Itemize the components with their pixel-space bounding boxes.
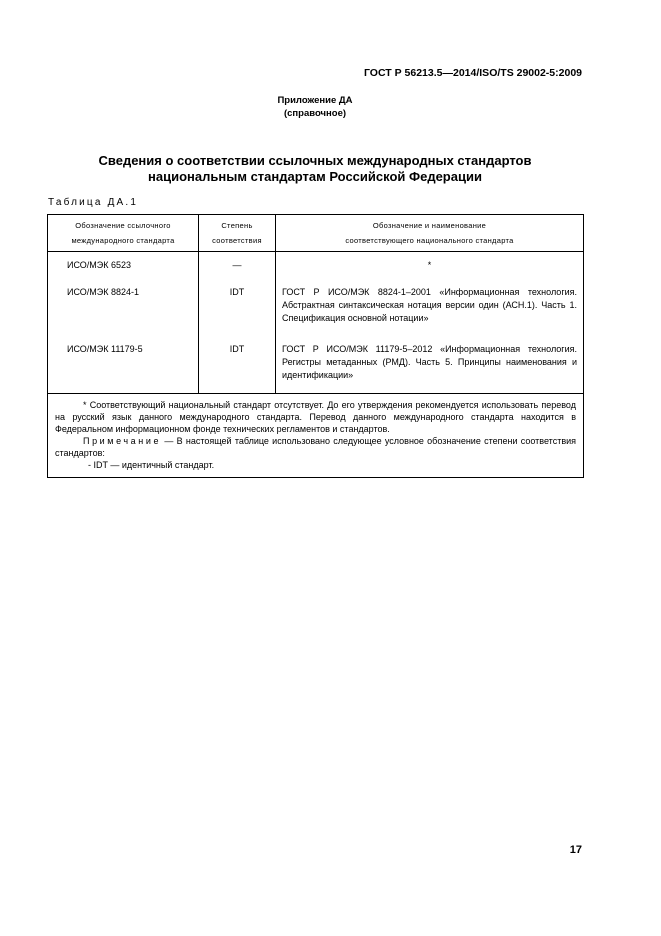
footnote-note bbox=[55, 435, 576, 459]
cell-degree: — bbox=[199, 252, 276, 280]
table-caption: Таблица ДА.1 bbox=[48, 197, 139, 208]
page-number: 17 bbox=[569, 844, 582, 856]
cell-national-standard: ГОСТ Р ИСО/МЭК 11179-5–2012 «Информационная технология. Регистры метаданных (РМД). Часть 5. Принципы наименования и идентификации» bbox=[276, 336, 584, 394]
appendix-subtitle: (справочное) bbox=[283, 108, 347, 119]
table-footnote bbox=[48, 394, 584, 478]
cell-intl-standard: ИСО/МЭК 11179-5 bbox=[48, 336, 199, 394]
cell-degree: IDT bbox=[199, 336, 276, 394]
document-code-header: ГОСТ Р 56213.5—2014/ISO/TS 29002-5:2009 bbox=[363, 67, 582, 79]
section-title-line-1: Сведения о соответствии ссылочных международных стандартов bbox=[98, 153, 532, 168]
header-national-standard: Обозначение и наименование соответствующего национального стандарта bbox=[276, 215, 584, 252]
table-row bbox=[48, 279, 584, 336]
cell-national-standard: ГОСТ Р ИСО/МЭК 8824-1–2001 «Информационная технология. Абстрактная синтаксическая нотация версии один (АСН.1). Часть 1. Спецификация основной нотации» bbox=[276, 279, 584, 336]
appendix-title: Приложение ДА bbox=[277, 95, 353, 106]
table-header-row bbox=[48, 215, 584, 252]
table-row bbox=[48, 252, 584, 280]
section-title-line-2: национальным стандартам Российской Федерации bbox=[148, 169, 482, 184]
footnote-idt: - IDT — идентичный стандарт. bbox=[88, 460, 215, 470]
header-degree: Степень соответствия bbox=[199, 215, 276, 252]
cell-national-standard: * bbox=[276, 252, 584, 280]
correspondence-table bbox=[47, 214, 584, 478]
appendix-heading bbox=[0, 94, 630, 120]
header-intl-standard: Обозначение ссылочного международного стандарта bbox=[48, 215, 199, 252]
table-row bbox=[48, 336, 584, 394]
cell-intl-standard: ИСО/МЭК 8824-1 bbox=[48, 279, 199, 336]
footnote-star: * Соответствующий национальный стандарт отсутствует. До его утверждения рекомендуется использовать перевод на русский язык данного международного стандарта. Перевод данного международного стандарта находится в Федеральном информационном фонде технических регламентов и стандартов. bbox=[55, 400, 576, 434]
table-footnote-row bbox=[48, 394, 584, 478]
note-label: Примечание bbox=[83, 436, 162, 446]
section-title bbox=[0, 153, 630, 185]
note-text: — В настоящей таблице использовано следующее условное обозначение степени соответствия стандартов: bbox=[55, 436, 576, 458]
cell-intl-standard: ИСО/МЭК 6523 bbox=[48, 252, 199, 280]
cell-degree: IDT bbox=[199, 279, 276, 336]
